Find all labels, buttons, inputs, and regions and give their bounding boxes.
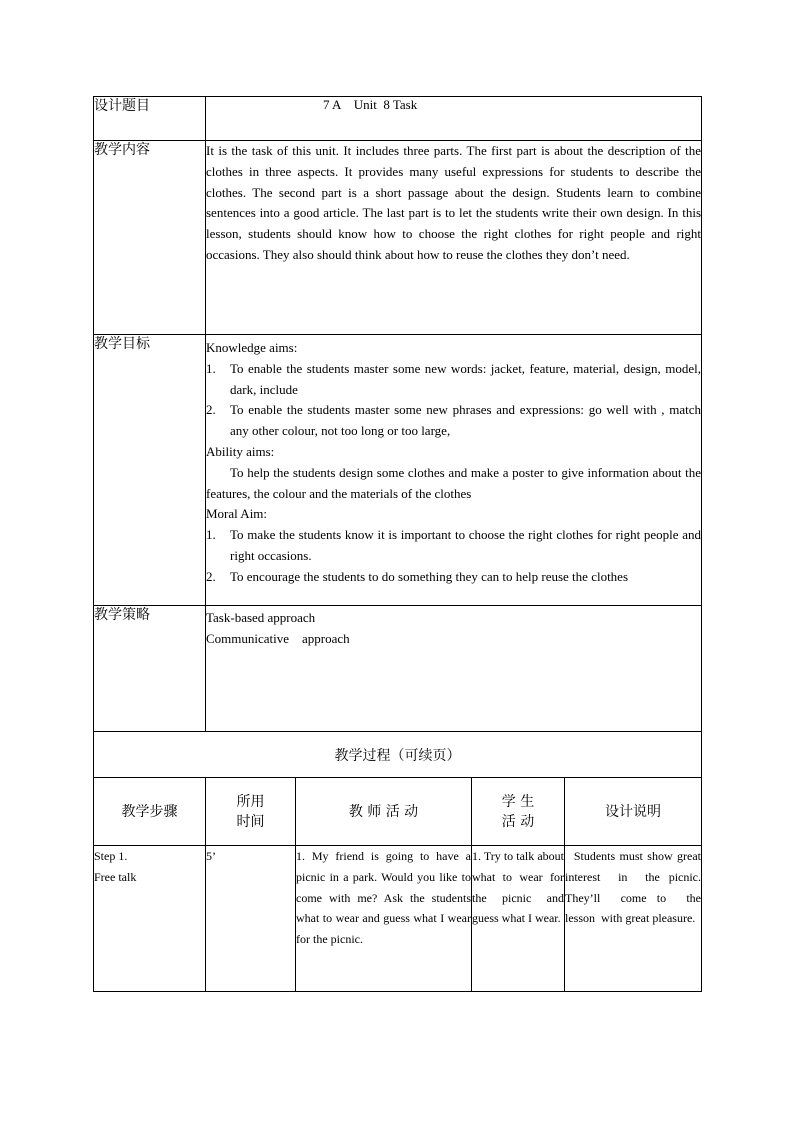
moral-item: 2. To encourage the students to do something they can to help reuse the clothes bbox=[206, 568, 629, 584]
col-head-teacher: 教 师 活 动 bbox=[296, 778, 472, 846]
ability-heading: Ability aims: bbox=[206, 443, 275, 459]
strategy-label: 教学策略 bbox=[94, 606, 206, 732]
moral-heading: Moral Aim: bbox=[206, 506, 268, 522]
knowledge-item: 2. To enable the students master some new phrases and expressions: go well with , match any other colour, not too long or too large, bbox=[206, 402, 702, 439]
objectives-row bbox=[94, 335, 702, 606]
design-title-value: 7 A Unit 8 Task bbox=[323, 97, 418, 112]
content-row bbox=[94, 141, 702, 335]
step-number: Step 1. bbox=[94, 849, 128, 863]
objectives-cell bbox=[206, 335, 702, 606]
step-cell bbox=[94, 846, 206, 992]
ability-text: To help the students design some clothes and make a poster to give information about the features, the colour and the materials of the clothes bbox=[206, 464, 702, 501]
teacher-activity-cell: 1. My friend is going to have a picnic in a park. Would you like to come with me? Ask the students what to wear and guess what I wear for the picnic. bbox=[296, 846, 472, 992]
col-head-student-line1: 学 生 bbox=[501, 793, 535, 810]
process-title-row bbox=[94, 732, 702, 778]
col-head-student bbox=[472, 778, 565, 846]
moral-item: 1. To make the students know it is important to choose the right clothes for right people and right occasions. bbox=[206, 527, 702, 563]
col-head-time bbox=[206, 778, 296, 846]
process-title: 教学过程（可续页） bbox=[94, 732, 702, 778]
col-head-time-line1: 所用 bbox=[236, 793, 265, 810]
col-head-notes: 设计说明 bbox=[565, 778, 702, 846]
process-header-row bbox=[94, 778, 702, 846]
strategy-row bbox=[94, 606, 702, 732]
content-label: 教学内容 bbox=[94, 141, 206, 335]
col-head-time-line2: 时间 bbox=[236, 813, 265, 830]
design-notes-cell: Students must show great interest in the picnic. They’ll come to the lesson with great pleasure. bbox=[565, 846, 702, 992]
design-title-row bbox=[94, 97, 702, 141]
strategy-line: Task-based approach bbox=[206, 610, 316, 625]
knowledge-list bbox=[206, 359, 701, 442]
strategy-line: Communicative approach bbox=[206, 630, 350, 646]
strategy-cell bbox=[206, 606, 702, 732]
content-text: It is the task of this unit. It includes three parts. The first part is about the description of the clothes in three aspects. It provides many useful expressions for students to describe the clothes. The second part is a short passage about the design. Students learn to combine sentences into a good article. The last part is to let the students write their own design. In this lesson, students should know how to choose the right clothes for right people and right occasions. They also should think about how to reuse the clothes they don’t need. bbox=[206, 141, 702, 335]
knowledge-item: 1. To enable the students master some new words: jacket, feature, material, design, model, dark, include bbox=[206, 360, 702, 397]
lesson-plan-table bbox=[93, 96, 708, 992]
col-head-student-line2: 活 动 bbox=[501, 813, 535, 830]
student-activity-cell: 1. Try to talk about what to wear for the picnic and guess what I wear. bbox=[472, 846, 565, 992]
knowledge-heading: Knowledge aims: bbox=[206, 340, 298, 355]
design-title-cell bbox=[206, 97, 702, 141]
objectives-label: 教学目标 bbox=[94, 335, 206, 606]
col-head-steps: 教学步骤 bbox=[94, 778, 206, 846]
moral-list bbox=[206, 525, 701, 587]
table-row bbox=[94, 846, 702, 992]
time-cell: 5’ bbox=[206, 846, 296, 992]
step-name: Free talk bbox=[94, 869, 137, 884]
design-title-label: 设计题目 bbox=[94, 97, 206, 141]
